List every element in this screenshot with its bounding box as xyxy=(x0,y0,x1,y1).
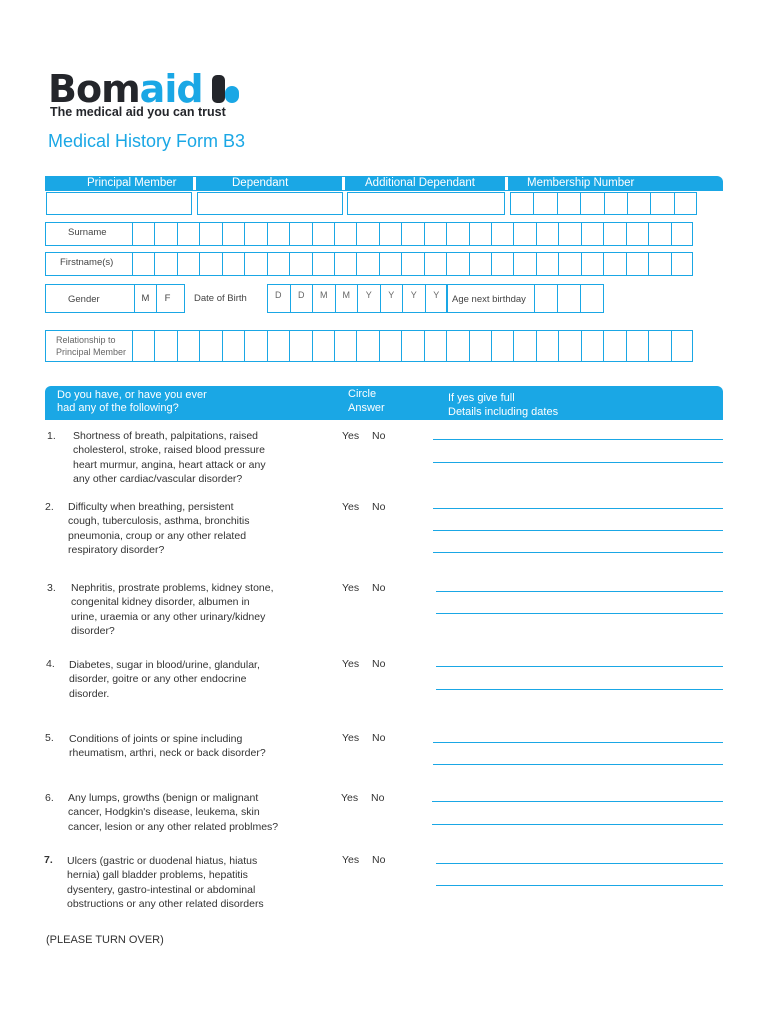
question-line: Any lumps, growths (benign or malignant xyxy=(68,792,259,804)
relationship-char-cell[interactable] xyxy=(334,330,356,362)
question-line: disorder, goitre or any other endocrine xyxy=(69,673,247,686)
firstname-char-cell[interactable] xyxy=(491,252,513,276)
yes-no-answer[interactable]: Yes No xyxy=(342,430,386,442)
age-digit-1[interactable] xyxy=(534,284,557,313)
surname-char-cell[interactable] xyxy=(222,222,244,246)
dob-slot-label: M xyxy=(320,290,328,300)
dependant-field[interactable] xyxy=(197,192,343,215)
firstname-char-cell[interactable] xyxy=(513,252,535,276)
dob-digit-cell[interactable] xyxy=(312,284,335,313)
membership-number-divider xyxy=(580,193,581,214)
question-text xyxy=(67,854,264,911)
membership-number-field[interactable] xyxy=(510,192,697,215)
firstname-char-cell[interactable] xyxy=(334,252,356,276)
membership-number-divider xyxy=(650,193,651,214)
firstname-char-cell[interactable] xyxy=(379,252,401,276)
surname-char-cell[interactable] xyxy=(446,222,468,246)
relationship-char-cell[interactable] xyxy=(312,330,334,362)
relationship-label-line1: Relationship to xyxy=(56,335,116,345)
principal-member-label: Principal Member xyxy=(87,177,177,189)
surname-char-cell[interactable] xyxy=(491,222,513,246)
surname-char-cell[interactable] xyxy=(648,222,670,246)
relationship-char-cell[interactable] xyxy=(356,330,378,362)
firstname-char-cell[interactable] xyxy=(648,252,670,276)
membership-number-divider xyxy=(533,193,534,214)
relationship-char-cell[interactable] xyxy=(244,330,266,362)
question-line: obstructions or any other related disorders xyxy=(67,897,264,910)
yes-no-answer[interactable]: Yes No xyxy=(342,732,386,744)
relationship-char-cell[interactable] xyxy=(603,330,625,362)
firstname-char-cell[interactable] xyxy=(267,252,289,276)
surname-char-cell[interactable] xyxy=(379,222,401,246)
details-line[interactable] xyxy=(436,863,723,864)
question-number: 2. xyxy=(45,501,54,513)
firstname-char-cell[interactable] xyxy=(244,252,266,276)
details-line[interactable] xyxy=(433,462,723,463)
relationship-char-cell[interactable] xyxy=(491,330,513,362)
yes-no-answer[interactable]: Yes No xyxy=(342,854,386,866)
relationship-char-cell[interactable] xyxy=(401,330,423,362)
surname-char-cell[interactable] xyxy=(334,222,356,246)
membership-number-divider xyxy=(627,193,628,214)
question-line: dysentery, gastro-intestinal or abdominal xyxy=(67,883,256,896)
age-digit-2[interactable] xyxy=(557,284,580,313)
gender-label: Gender xyxy=(68,294,100,305)
relationship-char-cell[interactable] xyxy=(513,330,535,362)
details-line[interactable] xyxy=(436,689,723,690)
principal-member-field[interactable] xyxy=(46,192,192,215)
relationship-char-cell[interactable] xyxy=(289,330,311,362)
question-line: cholesterol, stroke, raised blood pressure xyxy=(73,444,266,457)
question-line: Shortness of breath, palpitations, raised xyxy=(73,430,259,442)
relationship-char-cell[interactable] xyxy=(424,330,446,362)
relationship-char-cell[interactable] xyxy=(177,330,199,362)
yes-no-answer[interactable]: Yes No xyxy=(342,582,386,594)
yes-no-answer[interactable]: Yes No xyxy=(342,658,386,670)
question-number: 7. xyxy=(44,854,53,866)
details-line[interactable] xyxy=(436,885,723,886)
firstname-char-cell[interactable] xyxy=(626,252,648,276)
bar-divider xyxy=(342,177,345,190)
surname-char-cell[interactable] xyxy=(401,222,423,246)
surname-char-cell[interactable] xyxy=(267,222,289,246)
brand-name-dark: Bom xyxy=(48,67,140,111)
dob-digit-cell[interactable] xyxy=(335,284,358,313)
brand-mark-icon xyxy=(212,72,244,106)
dob-slot-label: D xyxy=(275,290,282,300)
question-number: 5. xyxy=(45,732,54,744)
question-line: cancer, Hodgkin's disease, leukema, skin xyxy=(68,806,260,819)
form-title: Medical History Form B3 xyxy=(48,131,246,151)
dob-digit-cell[interactable] xyxy=(290,284,313,313)
gender-m-label: M xyxy=(141,293,150,304)
surname-char-cell[interactable] xyxy=(581,222,603,246)
surname-char-cell[interactable] xyxy=(289,222,311,246)
firstname-char-cell[interactable] xyxy=(581,252,603,276)
gender-f-label: F xyxy=(164,293,171,304)
question-text xyxy=(73,429,266,486)
relationship-char-cell[interactable] xyxy=(581,330,603,362)
surname-char-cell[interactable] xyxy=(603,222,625,246)
additional-dependant-label: Additional Dependant xyxy=(365,177,475,189)
relationship-char-cell[interactable] xyxy=(154,330,176,362)
dob-slot-label: Y xyxy=(365,290,372,300)
questions-header-col2-line2: Answer xyxy=(348,402,385,414)
dob-digit-cell[interactable] xyxy=(402,284,425,313)
details-line[interactable] xyxy=(433,552,723,553)
surname-label: Surname xyxy=(68,227,107,238)
firstname-char-cell[interactable] xyxy=(603,252,625,276)
questions-header-col3-line2: Details including dates xyxy=(448,406,559,418)
surname-char-cell[interactable] xyxy=(671,222,693,246)
surname-char-cell[interactable] xyxy=(626,222,648,246)
age-label: Age next birthday xyxy=(452,294,526,305)
surname-cells xyxy=(132,222,693,246)
question-number: 4. xyxy=(46,658,55,670)
bar-divider xyxy=(193,177,196,190)
relationship-char-cell[interactable] xyxy=(222,330,244,362)
question-line: disorder? xyxy=(71,624,115,637)
question-line: Ulcers (gastric or duodenal hiatus, hiatus xyxy=(67,855,258,867)
question-text xyxy=(68,791,278,834)
question-line: respiratory disorder? xyxy=(68,543,165,556)
membership-number-divider xyxy=(674,193,675,214)
details-line[interactable] xyxy=(433,530,723,531)
firstname-char-cell[interactable] xyxy=(469,252,491,276)
bar-divider xyxy=(505,177,508,190)
question-line: cancer, lesion or any other related problmes? xyxy=(68,820,279,833)
question-line: pneumonia, croup or any other related xyxy=(68,529,247,542)
dob-digit-cell[interactable] xyxy=(267,284,290,313)
surname-char-cell[interactable] xyxy=(312,222,334,246)
firstname-char-cell[interactable] xyxy=(356,252,378,276)
gender-f-option[interactable] xyxy=(156,284,178,313)
details-line[interactable] xyxy=(432,801,723,802)
turn-over-note: (PLEASE TURN OVER) xyxy=(46,934,164,946)
surname-char-cell[interactable] xyxy=(558,222,580,246)
additional-dependant-field[interactable] xyxy=(347,192,505,215)
details-line[interactable] xyxy=(433,764,723,765)
yes-no-answer[interactable]: Yes No xyxy=(341,792,385,804)
firstname-char-cell[interactable] xyxy=(446,252,468,276)
brand-tagline: The medical aid you can trust xyxy=(50,105,226,119)
question-line: Conditions of joints or spine including xyxy=(69,733,243,745)
relationship-cells xyxy=(132,330,693,362)
relationship-char-cell[interactable] xyxy=(626,330,648,362)
gender-m-option[interactable] xyxy=(134,284,156,313)
surname-char-cell[interactable] xyxy=(244,222,266,246)
question-text xyxy=(69,658,260,701)
dob-cells xyxy=(267,284,447,313)
brand-name-blue: aid xyxy=(139,67,203,111)
details-line[interactable] xyxy=(433,742,723,743)
question-line: congenital kidney disorder, albumen in xyxy=(71,596,250,609)
relationship-char-cell[interactable] xyxy=(469,330,491,362)
relationship-char-cell[interactable] xyxy=(671,330,693,362)
questions-header-col1-line2: had any of the following? xyxy=(57,402,179,414)
question-number: 1. xyxy=(47,430,56,442)
question-text xyxy=(71,581,274,638)
question-line: cough, tuberculosis, asthma, bronchitis xyxy=(68,515,250,528)
question-line: urine, uraemia or any other urinary/kidney xyxy=(71,610,266,623)
surname-char-cell[interactable] xyxy=(177,222,199,246)
dob-slot-label: D xyxy=(298,290,305,300)
dob-slot-label: Y xyxy=(410,290,417,300)
question-line: heart murmur, angina, heart attack or any xyxy=(73,458,266,471)
question-line: disorder. xyxy=(69,687,110,700)
firstname-char-cell[interactable] xyxy=(536,252,558,276)
question-number: 3. xyxy=(47,582,56,594)
relationship-char-cell[interactable] xyxy=(199,330,221,362)
firstnames-label: Firstname(s) xyxy=(60,257,114,268)
question-line: hernia) gall bladder problems, hepatitis xyxy=(67,869,248,882)
dob-slot-label: Y xyxy=(388,290,395,300)
relationship-label-line2: Principal Member xyxy=(56,347,127,357)
question-line: Diabetes, sugar in blood/urine, glandular, xyxy=(69,659,260,671)
firstname-char-cell[interactable] xyxy=(154,252,176,276)
membership-number-label: Membership Number xyxy=(527,177,635,189)
relationship-char-cell[interactable] xyxy=(132,330,154,362)
firstname-char-cell[interactable] xyxy=(558,252,580,276)
yes-no-answer[interactable]: Yes No xyxy=(342,501,386,513)
firstname-char-cell[interactable] xyxy=(671,252,693,276)
questions-header-col2-line1: Circle xyxy=(348,388,377,400)
relationship-char-cell[interactable] xyxy=(558,330,580,362)
questions-header-col3-line1: If yes give full xyxy=(448,392,515,404)
firstname-char-cell[interactable] xyxy=(289,252,311,276)
dob-slot-label: Y xyxy=(433,290,440,300)
age-digit-3[interactable] xyxy=(580,284,603,313)
surname-char-cell[interactable] xyxy=(356,222,378,246)
details-line[interactable] xyxy=(436,666,723,667)
details-line[interactable] xyxy=(433,508,723,509)
dependant-label: Dependant xyxy=(232,177,289,189)
firstname-char-cell[interactable] xyxy=(424,252,446,276)
firstname-char-cell[interactable] xyxy=(312,252,334,276)
surname-char-cell[interactable] xyxy=(424,222,446,246)
membership-number-divider xyxy=(557,193,558,214)
firstname-char-cell[interactable] xyxy=(177,252,199,276)
question-line: Difficulty when breathing, persistent xyxy=(68,501,234,513)
date-of-birth-label: Date of Birth xyxy=(194,293,247,304)
firstname-char-cell[interactable] xyxy=(199,252,221,276)
dob-digit-cell[interactable] xyxy=(380,284,403,313)
details-line[interactable] xyxy=(432,824,723,825)
firstnames-cells xyxy=(132,252,693,276)
dob-slot-label: M xyxy=(342,290,350,300)
relationship-char-cell[interactable] xyxy=(536,330,558,362)
details-line[interactable] xyxy=(433,439,723,440)
firstname-char-cell[interactable] xyxy=(401,252,423,276)
relationship-char-cell[interactable] xyxy=(379,330,401,362)
details-line[interactable] xyxy=(436,613,723,614)
dob-digit-cell[interactable] xyxy=(357,284,380,313)
question-number: 6. xyxy=(45,792,54,804)
question-text xyxy=(69,732,266,761)
questions-header-col1-line1: Do you have, or have you ever xyxy=(57,389,207,401)
surname-char-cell[interactable] xyxy=(469,222,491,246)
dob-digit-cell[interactable] xyxy=(425,284,448,313)
surname-char-cell[interactable] xyxy=(199,222,221,246)
surname-char-cell[interactable] xyxy=(513,222,535,246)
relationship-char-cell[interactable] xyxy=(648,330,670,362)
question-text xyxy=(68,500,250,557)
relationship-char-cell[interactable] xyxy=(446,330,468,362)
firstname-char-cell[interactable] xyxy=(132,252,154,276)
relationship-char-cell[interactable] xyxy=(267,330,289,362)
surname-char-cell[interactable] xyxy=(536,222,558,246)
details-line[interactable] xyxy=(436,591,723,592)
surname-char-cell[interactable] xyxy=(154,222,176,246)
surname-char-cell[interactable] xyxy=(132,222,154,246)
question-line: any other cardiac/vascular disorder? xyxy=(73,472,243,485)
question-line: rheumatism, arthri, neck or back disorder? xyxy=(69,747,266,760)
firstname-char-cell[interactable] xyxy=(222,252,244,276)
question-line: Nephritis, prostrate problems, kidney stone, xyxy=(71,582,274,594)
membership-number-divider xyxy=(604,193,605,214)
